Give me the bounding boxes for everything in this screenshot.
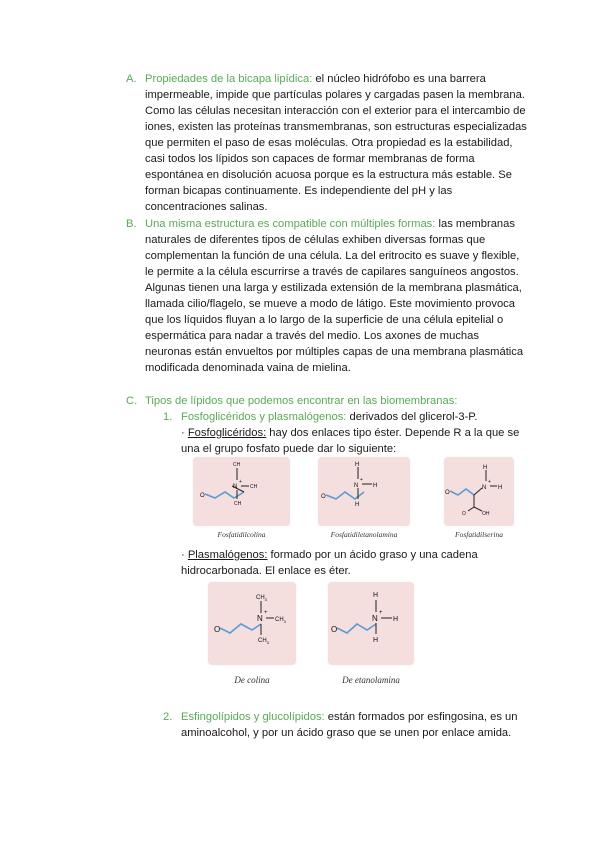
section-a-title: Propiedades de la bicapa lipídica: xyxy=(145,73,313,85)
plasma-bullet: · xyxy=(181,549,188,561)
atom-plus: + xyxy=(239,479,242,485)
atom-plus: + xyxy=(264,610,268,616)
section-a xyxy=(126,71,527,215)
subsection-2-marker: 2. xyxy=(163,711,173,723)
atom-plus: + xyxy=(360,477,363,483)
atom-n: N xyxy=(233,484,238,490)
structure-card-fosfatidilserina xyxy=(444,457,514,526)
fosfatidilserina-structure xyxy=(444,457,514,526)
section-c xyxy=(126,393,527,409)
atom-h-top: H xyxy=(355,462,360,468)
subsection-1-body: derivados del glicerol-3-P. xyxy=(346,411,478,423)
atom-o: O xyxy=(214,625,221,634)
atom-o-carbonyl: O xyxy=(462,511,466,517)
subsection-1 xyxy=(163,409,531,425)
section-b-marker: B. xyxy=(126,218,137,230)
fosfo-bullet: · xyxy=(181,427,188,439)
atom-o: O xyxy=(200,493,205,499)
structure-card-fosfatidilcolina xyxy=(193,457,290,526)
atom-n: N xyxy=(482,485,487,491)
atom-n: N xyxy=(372,614,378,623)
atom-h-bottom: H xyxy=(355,502,360,508)
atom-o: O xyxy=(331,625,338,634)
structure-card-fosfatidiletanolamina xyxy=(318,457,410,526)
fosfatidilcolina-structure xyxy=(193,457,290,526)
atom-oh: OH xyxy=(482,511,490,517)
section-b-title: Una misma estructura es compatible con múltiples formas: xyxy=(145,218,436,230)
atom-ch3-right: $CH_3$ xyxy=(275,617,286,624)
section-c-marker: C. xyxy=(126,395,138,407)
section-a-body: el núcleo hidrófobo es una barrera impermeable, impide que partículas polares y cargadas pasen la membrana. Como las células necesitan interacción con el exterior para el intercambio de iones, existen las proteínas transmembranas, son estructuras especializadas que permiten el paso de esas moléculas. Otra propiedad es la estabilidad, casi todos los lípidos son capaces de formar membranas de forma espontánea en disolución acuosa porque es la estructura más estable. Se forman bicapas continuamente. Es independiente del pH y las concentraciones salinas. xyxy=(145,73,527,213)
subsection-1-title: Fosfoglicéridos y plasmalógenos: xyxy=(181,411,347,423)
subsection-1-marker: 1. xyxy=(163,411,173,423)
fosfo-body: hay dos enlaces tipo éster. Depende R a la que se una el grupo fosfato puede dar lo siguiente: xyxy=(181,427,520,455)
atom-ch3-top: $CH_3$ xyxy=(256,595,267,602)
atom-plus: + xyxy=(379,610,383,616)
plasmalogenos-paragraph xyxy=(181,547,526,579)
caption-etanolamina: De etanolamina xyxy=(342,675,400,685)
structure-card-colina xyxy=(208,582,296,665)
plasma-body: formado por un ácido graso y una cadena hidrocarbonada. El enlace es éter. xyxy=(181,549,478,577)
section-b-body: las membranas naturales de diferentes tipos de células exhiben diversas formas que complementan la función de una célula. La del eritrocito es suave y flexible, le permite a la célula escurrirse a través de capilares sanguíneos angostos. Algunas tienen una larga y estilizada extensión de la membrana plasmática, llamada cilio/flagelo, se mueve a modo de látigo. Este movimiento provoca que los líquidos fluyan a lo largo de la superficie de una célula epitelial o espermática para nadar a través del medio. Los axones de muchas neuronas están envueltos por múltiples capas de una membrana plasmática modificada denominada vaina de mielina. xyxy=(145,218,524,374)
fosfatidiletanolamina-structure xyxy=(318,457,410,526)
atom-n: N xyxy=(354,483,359,489)
subsection-2-body: están formados por esfingosina, es un aminoalcohol, y por un ácido graso que se unen por enlace amida. xyxy=(181,711,518,739)
atom-ch3-top: CH xyxy=(233,462,241,468)
atom-ch3-right: CH xyxy=(250,484,258,490)
subsection-2 xyxy=(163,709,526,741)
atom-h-right: H xyxy=(393,616,399,623)
caption-fosfatidilserina: Fosfatidilserina xyxy=(455,530,503,539)
plasma-term: Plasmalógenos: xyxy=(187,549,268,561)
atom-o: O xyxy=(321,494,326,500)
section-b xyxy=(126,216,527,376)
subsection-2-title: Esfingolípidos y glucolípidos: xyxy=(181,711,325,723)
fosfogliceridos-paragraph xyxy=(181,425,526,457)
atom-h-top: H xyxy=(483,465,488,471)
etanolamina-structure xyxy=(328,582,414,665)
atom-ch3-bottom: CH xyxy=(234,501,242,507)
structure-card-etanolamina xyxy=(328,582,414,665)
colina-structure xyxy=(208,582,296,665)
section-c-title: Tipos de lípidos que podemos encontrar en las biomembranas: xyxy=(145,395,458,407)
atom-ch3-bottom: $CH_3$ xyxy=(258,638,269,645)
atom-n: N xyxy=(257,614,263,623)
atom-h-right: H xyxy=(373,483,378,489)
atom-plus: + xyxy=(488,479,491,485)
caption-fosfatidiletanolamina: Fosfatidiletanolamina xyxy=(330,530,398,539)
caption-fosfatidilcolina: Fosfatidilcolina xyxy=(217,530,266,539)
fosfo-term: Fosfoglicéridos: xyxy=(187,427,267,439)
atom-h-top: H xyxy=(373,592,379,599)
atom-h-bottom: H xyxy=(373,637,379,644)
atom-h-right: H xyxy=(498,485,503,491)
section-a-marker: A. xyxy=(126,73,137,85)
caption-colina: De colina xyxy=(234,675,270,685)
atom-o: O xyxy=(445,490,450,496)
